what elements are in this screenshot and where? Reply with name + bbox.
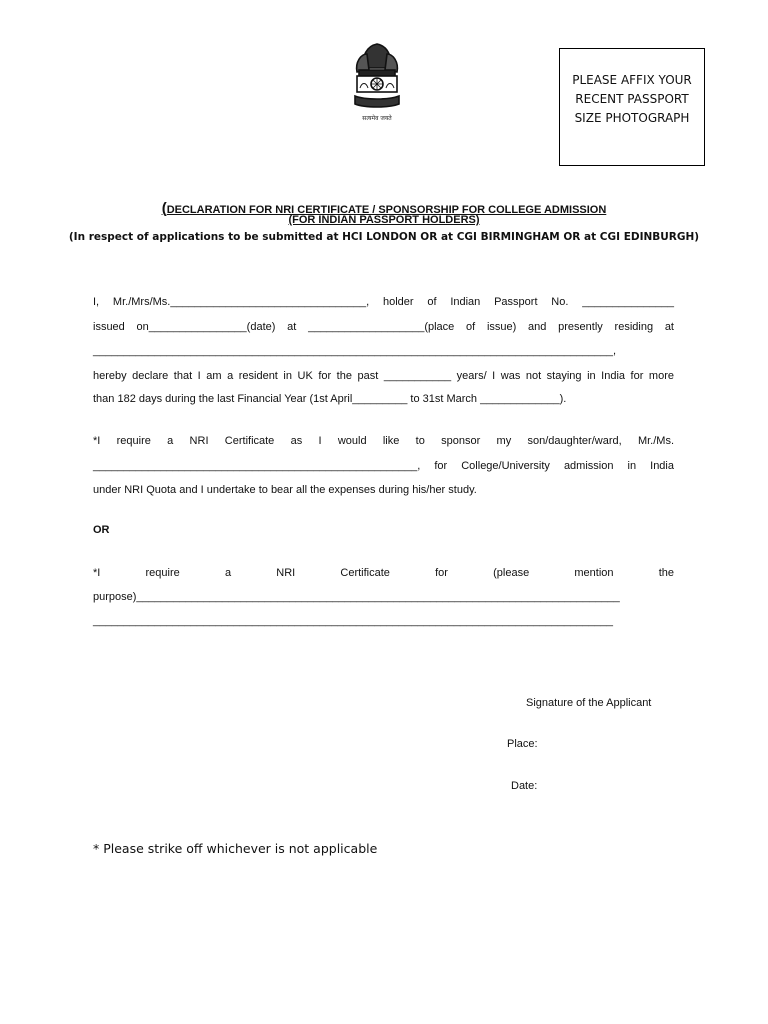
place-label: Place: xyxy=(507,738,538,750)
body-line: issued on________________(date) at ___________________(place of issue) and presently residing at xyxy=(93,321,674,333)
footnote: * Please strike off whichever is not applicable xyxy=(93,841,378,856)
lion-capital-icon xyxy=(347,38,407,112)
body-line: purpose)_______________________________________________________________________________ xyxy=(93,591,620,603)
body-line: *I require a NRI Certificate for (please mention the xyxy=(93,567,674,579)
body-line: than 182 days during the last Financial Year (1st April_________ to 31st March _____________). xyxy=(93,393,567,405)
document-note: (In respect of applications to be submitted at HCI LONDON OR at CGI BIRMINGHAM OR at CGI EDINBURGH) xyxy=(68,231,700,243)
title-paren: ( xyxy=(161,200,167,217)
body-line: *I require a NRI Certificate as I would like to sponsor my son/daughter/ward, Mr./Ms. xyxy=(93,435,674,447)
body-line: _____________________________________________________________________________________ xyxy=(93,615,614,627)
body-line: hereby declare that I am a resident in UK for the past ___________ years/ I was not staying in India for more xyxy=(93,370,674,382)
or-separator: OR xyxy=(93,524,110,536)
photo-box-line: PLEASE AFFIX YOUR xyxy=(572,73,692,87)
date-label: Date: xyxy=(511,780,538,792)
signature-label: Signature of the Applicant xyxy=(526,697,652,709)
body-line: I, Mr./Mrs/Ms.________________________________, holder of Indian Passport No. _______________ xyxy=(93,296,674,308)
document-subtitle: (FOR INDIAN PASSPORT HOLDERS) xyxy=(288,214,480,226)
body-line: under NRI Quota and I undertake to bear all the expenses during his/her study. xyxy=(93,484,477,496)
national-emblem xyxy=(345,38,409,130)
passport-photo-box xyxy=(559,48,705,166)
body-line: _____________________________________________________________________________________, xyxy=(93,345,617,357)
emblem-motto: सत्यमेव जयते xyxy=(362,115,392,122)
photo-box-line: SIZE PHOTOGRAPH xyxy=(574,111,690,125)
photo-box-line: RECENT PASSPORT xyxy=(575,92,689,106)
body-line: _____________________________________________________, for College/University admission in India xyxy=(93,460,674,472)
title-text: DECLARATION FOR NRI CERTIFICATE / SPONSORSHIP FOR COLLEGE ADMISSION xyxy=(166,204,607,216)
